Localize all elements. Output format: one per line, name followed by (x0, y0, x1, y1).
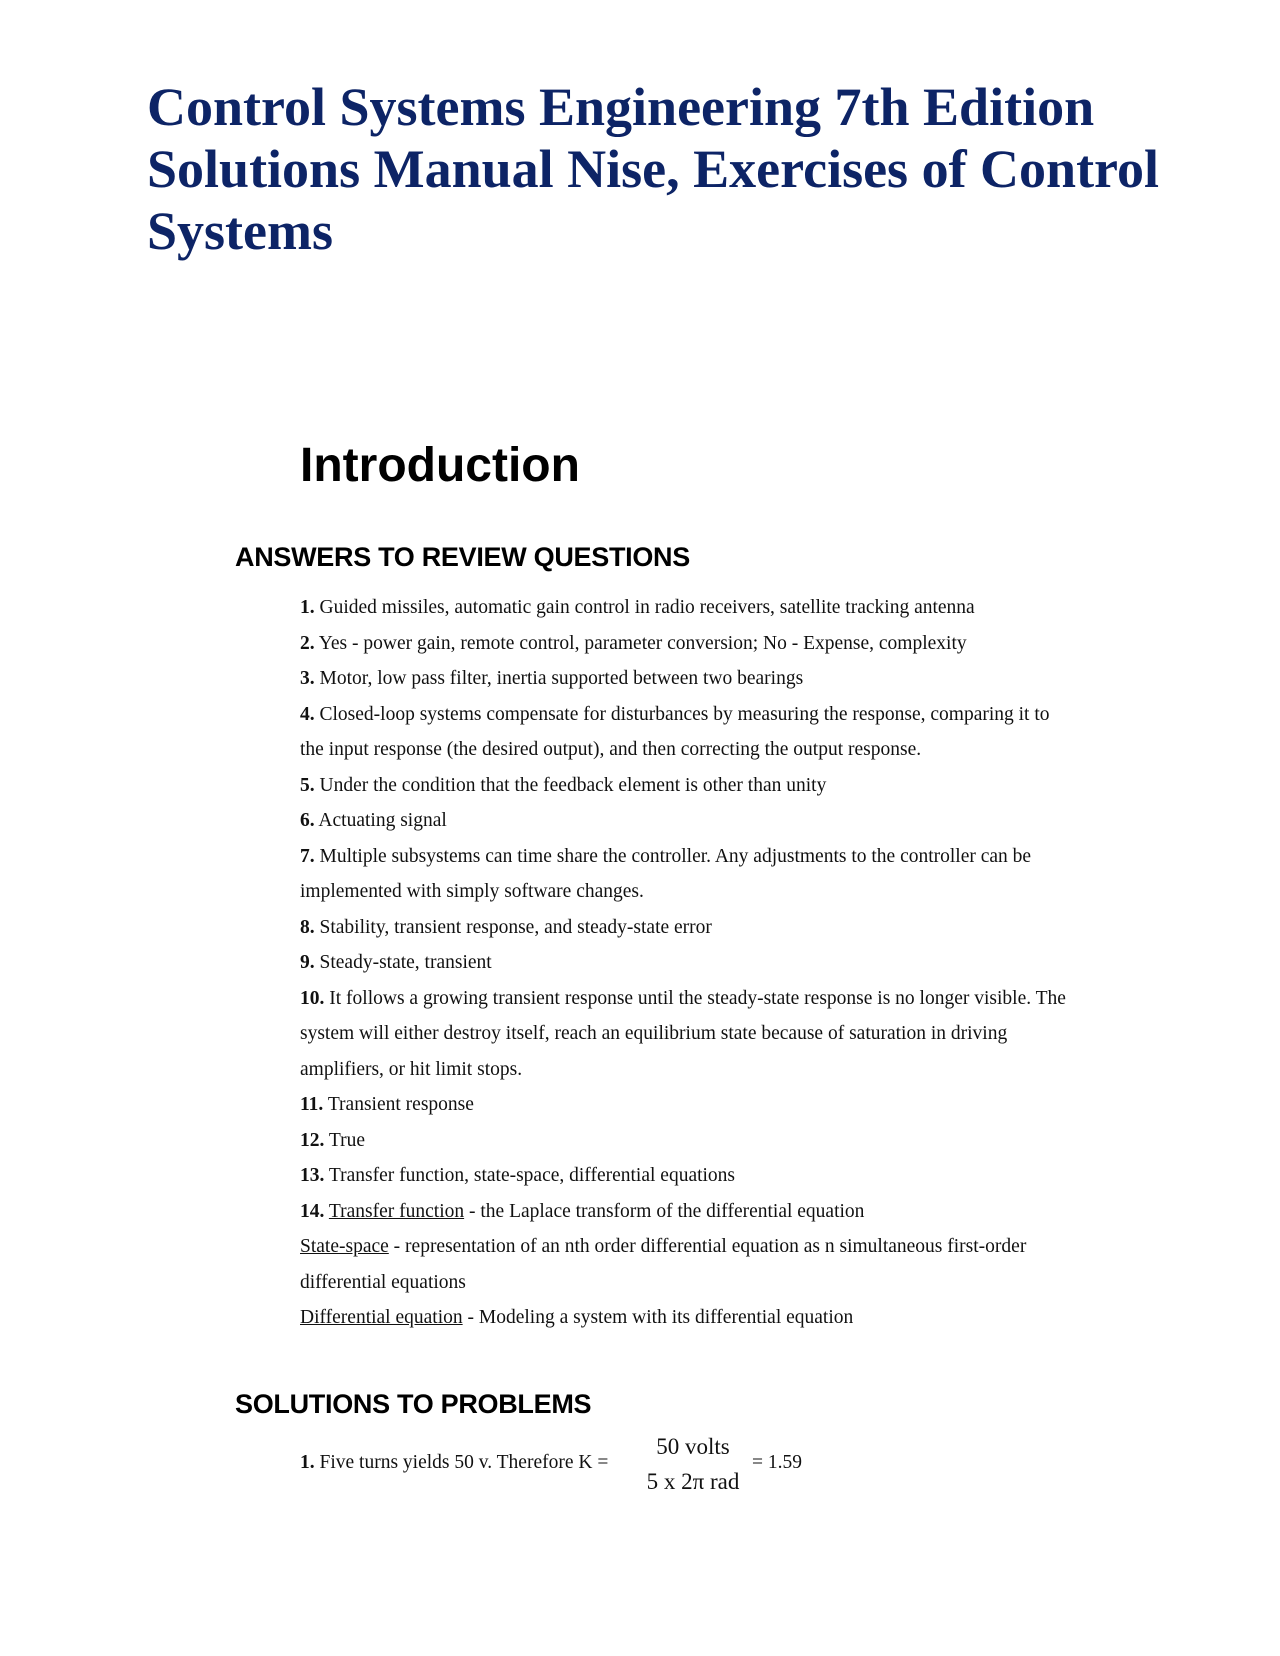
answer-text: Transient response (323, 1094, 474, 1115)
answer-text: Yes - power gain, remote control, parameter conversion; No - Expense, complexity (314, 632, 967, 654)
answer-text: True (324, 1129, 366, 1151)
answer-number: 10. (300, 987, 325, 1009)
answer-item (300, 1194, 1130, 1230)
fraction-denominator: 5 x 2π rad (646, 1469, 740, 1494)
answer-item (300, 945, 1130, 981)
answer-text: Guided missiles, automatic gain control in radio receivers, satellite tracking antenna (314, 597, 975, 618)
answers-list (300, 590, 1130, 1336)
answer-item (300, 697, 1130, 733)
answer-number: 5. (300, 774, 315, 796)
answer-continuation (300, 1229, 1130, 1265)
answer-number: 4. (300, 703, 315, 725)
answers-heading: ANSWERS TO REVIEW QUESTIONS (235, 542, 690, 572)
problem-statement (300, 1452, 608, 1474)
answer-item (300, 803, 1130, 839)
answer-item (300, 768, 1130, 804)
answer-number: 7. (300, 845, 315, 867)
answer-item (300, 1123, 1130, 1159)
answer-item (300, 661, 1130, 697)
answer-text: - Modeling a system with its differential equation (462, 1307, 854, 1328)
fraction-numerator: 50 volts (656, 1434, 730, 1459)
answer-text: Multiple subsystems can time share the controller. Any adjustments to the controller can be (314, 845, 1032, 867)
answer-text: Closed-loop systems compensate for disturbances by measuring the response, comparing it to (314, 703, 1050, 725)
answer-number: 14. (300, 1200, 325, 1222)
answer-number: 6. (300, 810, 315, 831)
answer-number: 9. (300, 952, 315, 973)
fraction (640, 1430, 746, 1499)
term-transfer-function: Transfer function (328, 1200, 465, 1222)
answer-item (300, 590, 1130, 626)
answer-continuation: amplifiers, or hit limit stops. (300, 1058, 523, 1080)
answer-text: - representation of an nth order differential equation as n simultaneous first-order (388, 1236, 1027, 1257)
answer-item (300, 981, 1130, 1017)
document-title: Control Systems Engineering 7th Edition Solutions Manual Nise, Exercises of Control Systems (147, 77, 1160, 261)
fraction-result: = 1.59 (752, 1452, 802, 1473)
term-differential-equation: Differential equation (300, 1307, 463, 1328)
answer-item (300, 1158, 1130, 1194)
answer-text: Steady-state, transient (314, 952, 492, 973)
answer-text: Actuating signal (314, 810, 447, 831)
answer-number: 11. (300, 1094, 324, 1115)
answer-text: - the Laplace transform of the differential equation (464, 1200, 865, 1222)
answer-text: Transfer function, state-space, differential equations (324, 1165, 736, 1186)
answer-item (300, 839, 1130, 875)
answer-item (300, 626, 1130, 662)
term-state-space: State-space (300, 1236, 389, 1257)
answer-text: Under the condition that the feedback element is other than unity (314, 774, 827, 796)
chapter-title: Introduction (300, 439, 580, 492)
answer-number: 1. (300, 597, 315, 618)
answer-item (300, 910, 1130, 946)
answer-continuation: system will either destroy itself, reach an equilibrium state because of saturation in driving (300, 1023, 1008, 1044)
answer-number: 12. (300, 1129, 325, 1151)
answer-number: 13. (300, 1165, 325, 1186)
answer-item (300, 1087, 1130, 1123)
answer-text: Motor, low pass filter, inertia supported between two bearings (314, 668, 804, 689)
answer-number: 2. (300, 632, 315, 654)
problem-number: 1. (300, 1452, 315, 1473)
answer-continuation (300, 1300, 1130, 1336)
answer-text: It follows a growing transient response until the steady-state response is no longer visible. The (324, 987, 1066, 1009)
answer-number: 3. (300, 668, 315, 689)
answer-continuation: differential equations (300, 1271, 466, 1293)
solutions-heading: SOLUTIONS TO PROBLEMS (235, 1389, 592, 1419)
answer-continuation: implemented with simply software changes. (300, 881, 644, 902)
answer-text: Stability, transient response, and steady-state error (314, 916, 712, 938)
answer-continuation: the input response (the desired output), and then correcting the output response. (300, 739, 922, 760)
problem-text: Five turns yields 50 v. Therefore K = (314, 1452, 609, 1473)
answer-number: 8. (300, 916, 315, 938)
